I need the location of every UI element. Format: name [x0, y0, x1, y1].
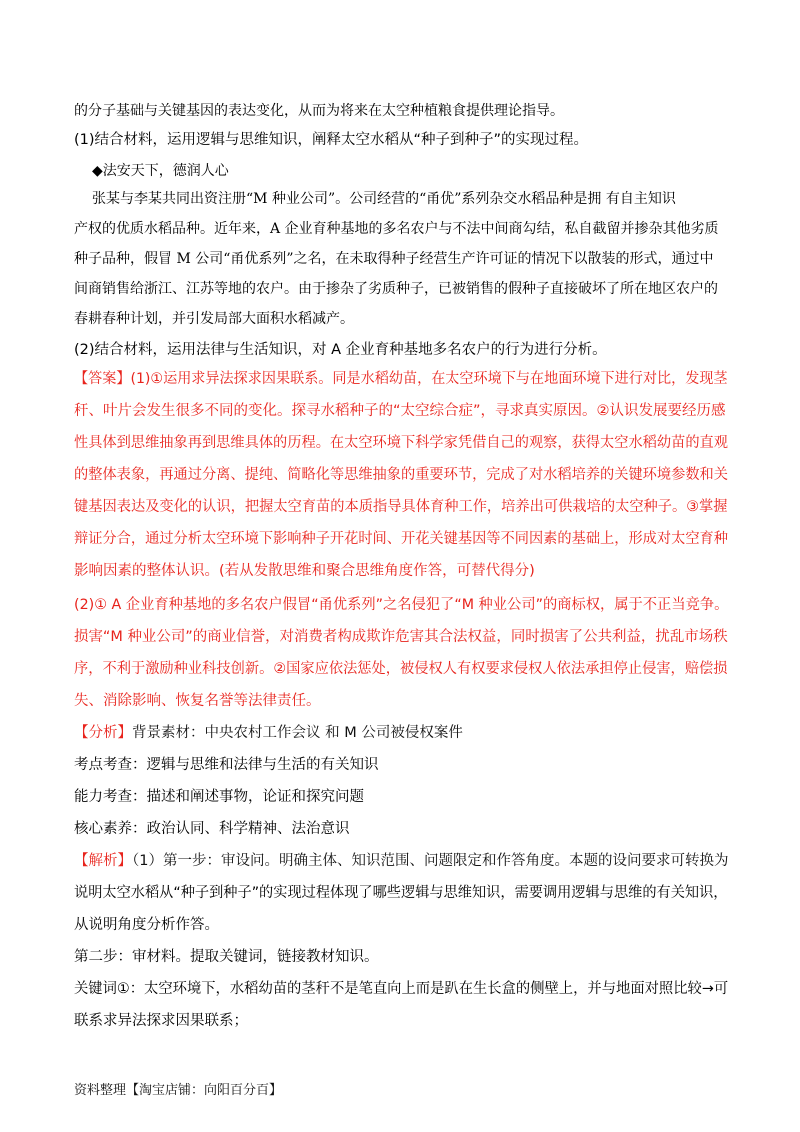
material-line: 春耕春种计划，并引发局部大面积水稻减产。: [74, 311, 354, 327]
question-2: (2)结合材料，运用法律与生活知识，对 A 企业育种基地多名农户的行为进行分析。: [74, 342, 607, 358]
answer-line: 性具体到思维抽象再到思维具体的历程。在太空环境下科学家凭借自己的观察，获得太空水稻幼苗的直观: [74, 435, 728, 451]
answer-line: 损害“M 种业公司”的商业信誉，对消费者构成欺诈危害其合法权益，同时损害了公共利益，扰乱市场秩: [74, 629, 728, 645]
material-line: 产权的优质水稻品种。近年来，A 企业育种基地的多名农户与不法中间商勾结，私自截留并掺杂其他劣质: [74, 221, 719, 237]
footer-source: 资料整理【淘宝店铺：向阳百分百】: [74, 1083, 283, 1098]
analysis-line: [74, 721, 463, 742]
answer-line: 的整体表象，再通过分离、提纯、简略化等思维抽象的重要环节，完成了对水稻培养的关键环境参数和关: [74, 467, 728, 483]
answer-line: 失、消除影响、恢复名誉等法律责任。: [74, 693, 321, 709]
answer-line: 【答案】(1)①运用求异法探求因果联系。同是水稻幼苗，在太空环境下与在地面环境下进行对比，发现茎: [74, 371, 728, 387]
explain-line: 第二步：审材料。提取关键词，链接教材知识。: [74, 949, 379, 965]
info-line: 核心素养：政治认同、科学精神、法治意识: [74, 821, 350, 837]
analysis-text: 背景素材：中央农村工作会议 和 M 公司被侵权案件: [132, 725, 463, 741]
material-line: 间商销售给浙江、江苏等地的农户。由于掺杂了劣质种子，已被销售的假种子直接破坏了所在地区农户的: [74, 281, 718, 297]
section-heading: ◆法安天下，德润人心: [92, 163, 229, 179]
analysis-label: 【分析】: [74, 725, 132, 741]
material-line: 种子品种，假冒 M 公司“甬优系列”之名，在未取得种子经营生产许可证的情况下以散装的形式，通过中: [74, 251, 714, 267]
info-line: 考点考查：逻辑与思维和法律与生活的有关知识: [74, 757, 379, 773]
question-1: (1)结合材料，运用逻辑与思维知识，阐释太空水稻从“种子到种子”的实现过程。: [74, 132, 589, 148]
answer-line: (2)① A 企业育种基地的多名农户假冒“甬优系列”之名侵犯了“M 种业公司”的商标权，属于不正当竞争。: [74, 597, 729, 613]
material-line: 张某与李某共同出资注册“M 种业公司”。公司经营的“甬优”系列杂交水稻品种是拥 有自主知识: [92, 191, 676, 207]
answer-line: 影响因素的整体认识。(若从发散思维和聚合思维角度作答，可替代得分): [74, 563, 535, 579]
answer-line: 键基因表达及变化的认识，把握太空育苗的本质指导具体育种工作，培养出可供栽培的太空种子。③掌握: [74, 499, 728, 515]
explain-line: 关键词①：太空环境下，水稻幼苗的茎秆不是笔直向上而是趴在生长盒的侧壁上，并与地面对照比较→可: [74, 981, 729, 997]
explain-line: [74, 849, 728, 870]
explain-label: 【解析】: [74, 853, 132, 869]
answer-line: 秆、叶片会发生很多不同的变化。探寻水稻种子的“太空综合症”，寻求真实原因。②认识发展要经历感: [74, 403, 726, 419]
explain-line: 说明太空水稻从“种子到种子”的实现过程体现了哪些逻辑与思维知识，需要调用逻辑与思维的有关知识，: [74, 885, 728, 901]
answer-line: 序，不利于激励种业科技创新。②国家应依法惩处，被侵权人有权要求侵权人依法承担停止侵害，赔偿损: [74, 661, 728, 677]
explain-line: 联系求异法探求因果联系；: [74, 1013, 248, 1029]
answer-line: 辩证分合，通过分析太空环境下影响种子开花时间、开花关键基因等不同因素的基础上，形成对太空育种: [74, 531, 728, 547]
explain-line: 从说明角度分析作答。: [74, 917, 219, 933]
info-line: 能力考查：描述和阐述事物，论证和探究问题: [74, 789, 364, 805]
material-line: 的分子基础与关键基因的表达变化，从而为将来在太空种植粮食提供理论指导。: [74, 103, 564, 119]
explain-text: （1）第一步：审设问。明确主体、知识范围、问题限定和作答角度。本题的设问要求可转换为: [132, 853, 729, 869]
